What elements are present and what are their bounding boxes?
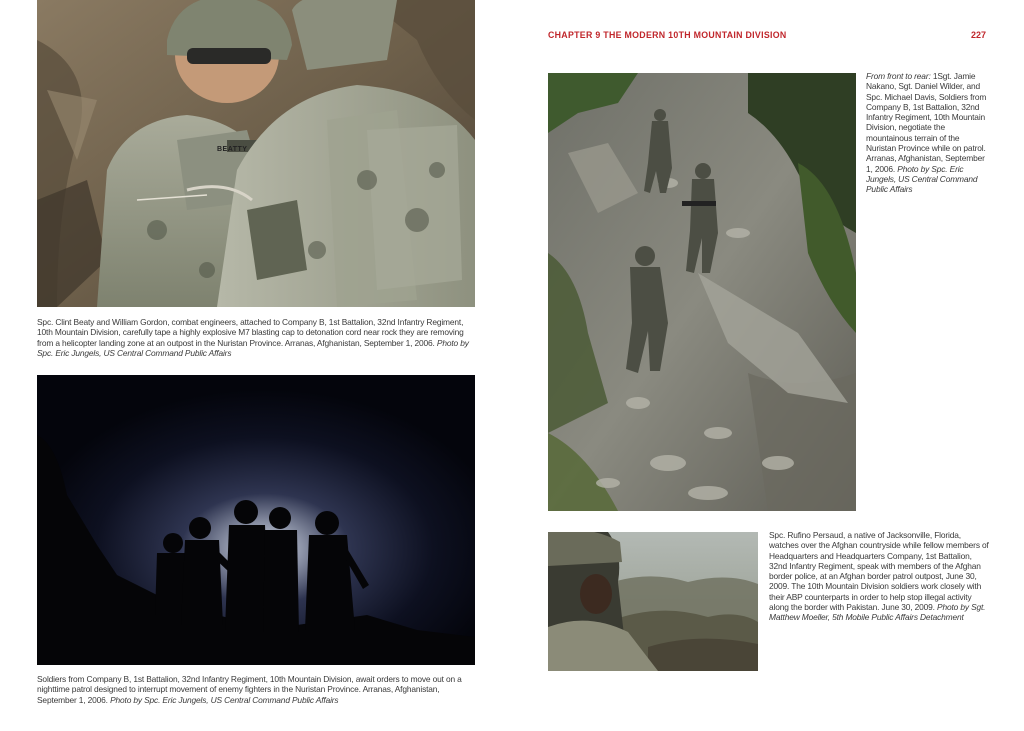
photo-night-patrol <box>37 375 475 665</box>
soldier-name-tag: BEATTY <box>217 146 248 153</box>
caption-night-patrol-text: Soldiers from Company B, 1st Battalion, 32nd Infantry Regiment, 10th Mountain Division, await orders to move out on a nighttime patrol designed to interrupt movement of enemy fighters in the Nuristan Province. Arranas, Afghanistan, September 1, 2006. <box>37 674 462 705</box>
photo-mountain-terrain <box>548 73 856 511</box>
caption-border-watch <box>769 530 991 623</box>
caption-night-patrol-credit: Photo by Spc. Eric Jungels, US Central Command Public Affairs <box>110 694 339 705</box>
page-number: 227 <box>971 30 987 40</box>
caption-mountain-terrain-text: 1Sgt. Jamie Nakano, Sgt. Daniel Wilder, and Spc. Michael Davis, Soldiers from Company B, 1st Battalion, 32nd Infantry Regiment, 10th Mountain Division, negotiate the mountainous terrain of the Nuristan Province while on patrol. Arranas, Afghanistan, September 1, 2006. <box>866 71 987 174</box>
caption-night-patrol <box>37 674 477 705</box>
photo-engineers-blasting-cap <box>37 0 475 307</box>
caption-engineers <box>37 317 477 358</box>
caption-mountain-terrain-lead: From front to rear: <box>866 71 931 81</box>
caption-engineers-credit: Photo by Spc. Eric Jungels, US Central Command Public Affairs <box>37 337 469 358</box>
caption-border-watch-text: Spc. Rufino Persaud, a native of Jacksonville, Florida, watches over the Afghan countryside while fellow members of Headquarters and Headquarters Company, 1st Battalion, 32nd Infantry Regiment, speak with members of the Afghan border police, at an Afghan border patrol outpost, June 30, 2009. The 10th Mountain Division soldiers work closely with their ABP counterparts in order to help stop illegal activity along the border with Pakistan. June 30, 2009. <box>769 530 989 613</box>
caption-border-watch-credit: Photo by Sgt. Matthew Moeller, 5th Mobile Public Affairs Detachment <box>769 602 986 623</box>
running-head: CHAPTER 9 THE MODERN 10TH MOUNTAIN DIVISION <box>548 30 787 40</box>
photo-border-watch <box>548 532 758 671</box>
caption-engineers-text: Spc. Clint Beaty and William Gordon, combat engineers, attached to Company B, 1st Battalion, 32nd Infantry Regiment, 10th Mountain Division, carefully tape a highly explosive M7 blasting cap to detonation cord near rock they are removing from a helicopter landing zone at an outpost in the Nuristan Province. Arranas, Afghanistan, September 1, 2006. <box>37 317 464 348</box>
caption-mountain-terrain-credit: Photo by Spc. Eric Jungels, US Central Command Public Affairs <box>866 163 978 195</box>
caption-mountain-terrain <box>866 71 990 195</box>
